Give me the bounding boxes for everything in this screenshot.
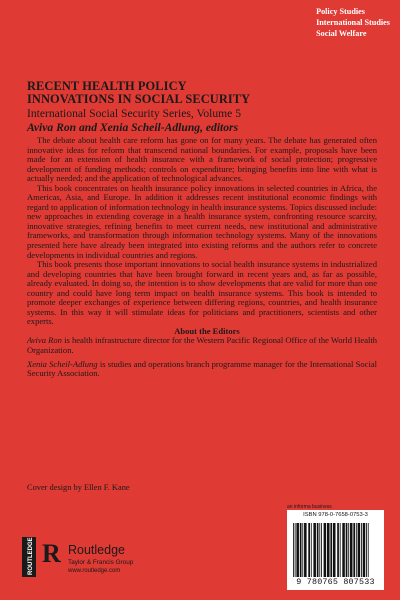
- svg-text:ROUTLEDGE: ROUTLEDGE: [28, 537, 34, 575]
- barcode-panel: [287, 510, 384, 590]
- publisher-logo: [22, 537, 172, 577]
- routledge-vertical-mark: [22, 537, 36, 577]
- barcode-icon: [291, 523, 380, 577]
- editor-bio-text: is health infrastructure director for the Western Pacific Regional Office of the World Health Organization.: [27, 335, 378, 356]
- cover-design-credit: Cover design by Ellen F. Kane: [27, 483, 130, 492]
- barcode-digits: 9 780765 807533: [296, 577, 375, 587]
- series-line: International Social Security Series, Volume 5: [27, 107, 242, 120]
- subject-item: International Studies: [316, 18, 390, 27]
- routledge-r-icon: R: [42, 539, 61, 568]
- publisher-url: www.routledge.com: [68, 568, 121, 574]
- publisher-name: Routledge: [68, 543, 125, 557]
- subject-item: Policy Studies: [316, 7, 365, 16]
- description-paragraph: This book presents those important innovations to social health insurance systems in industrialized and developing countries that have been brought forward in recent years and, as far as possible, already evaluated. In doing so, the intention is to show developments that are valid for more than one country and could have long term impact on health insurance systems. This book is intended to promote deeper exchanges of experience between differing regions, countries, and health insurance systems. In this way it will stimulate ideas for politicians and practitioners, scientists and other experts.: [27, 259, 377, 327]
- publisher-group: Taylor & Francis Group: [68, 559, 134, 566]
- title-block: [27, 80, 387, 134]
- description-text: [27, 136, 377, 383]
- editor-bio: [27, 360, 377, 379]
- editor-name: Xenia Scheil-Adlung: [27, 358, 98, 369]
- editor-name: Aviva Ron: [27, 335, 62, 346]
- subject-item: Social Welfare: [316, 29, 367, 38]
- about-editors-heading: About the Editors: [174, 325, 240, 336]
- description-paragraph: This book concentrates on health insurance policy innovations in selected countries in Africa, the Americas, Asia, and Europe. In addition it addresses recent institutional economic findings with regard to application of information technology in health insurance systems. Topics discussed include: new approaches in extending coverage in a health insurance system, confronting resource scarcity, innovative strategies, refining benefits to meet current needs, new institutional and administrative frameworks, and transformation through information technology systems. Many of the innovations presented here have already been integrated into existing reforms and the authors refer to concrete developments in individual countries and regions.: [27, 182, 377, 260]
- editor-bio: [27, 336, 377, 355]
- subject-list: [316, 6, 390, 39]
- book-title-line: RECENT HEALTH POLICY: [27, 79, 187, 93]
- isbn-number: ISBN 978-0-7658-0753-3: [303, 512, 368, 518]
- book-title-line: INNOVATIONS IN SOCIAL SECURITY: [27, 92, 251, 106]
- editors-line: Aviva Ron and Xenia Scheil-Adlung, editors: [27, 121, 239, 134]
- description-paragraph: The debate about health care reform has gone on for many years. The debate has generated often innovative ideas for reform that transcend national boundaries. For example, proposals have been made for an extension of health insurance with a framework of social protection; progressive development of funding methods; controls on expenditure; bringing benefits into line with what is actually needed; and the application of technological advances.: [27, 135, 377, 184]
- editor-bio-text: is studies and operations branch programme manager for the International Social Security Association.: [27, 358, 377, 379]
- imprint-note: an informa business: [287, 504, 332, 510]
